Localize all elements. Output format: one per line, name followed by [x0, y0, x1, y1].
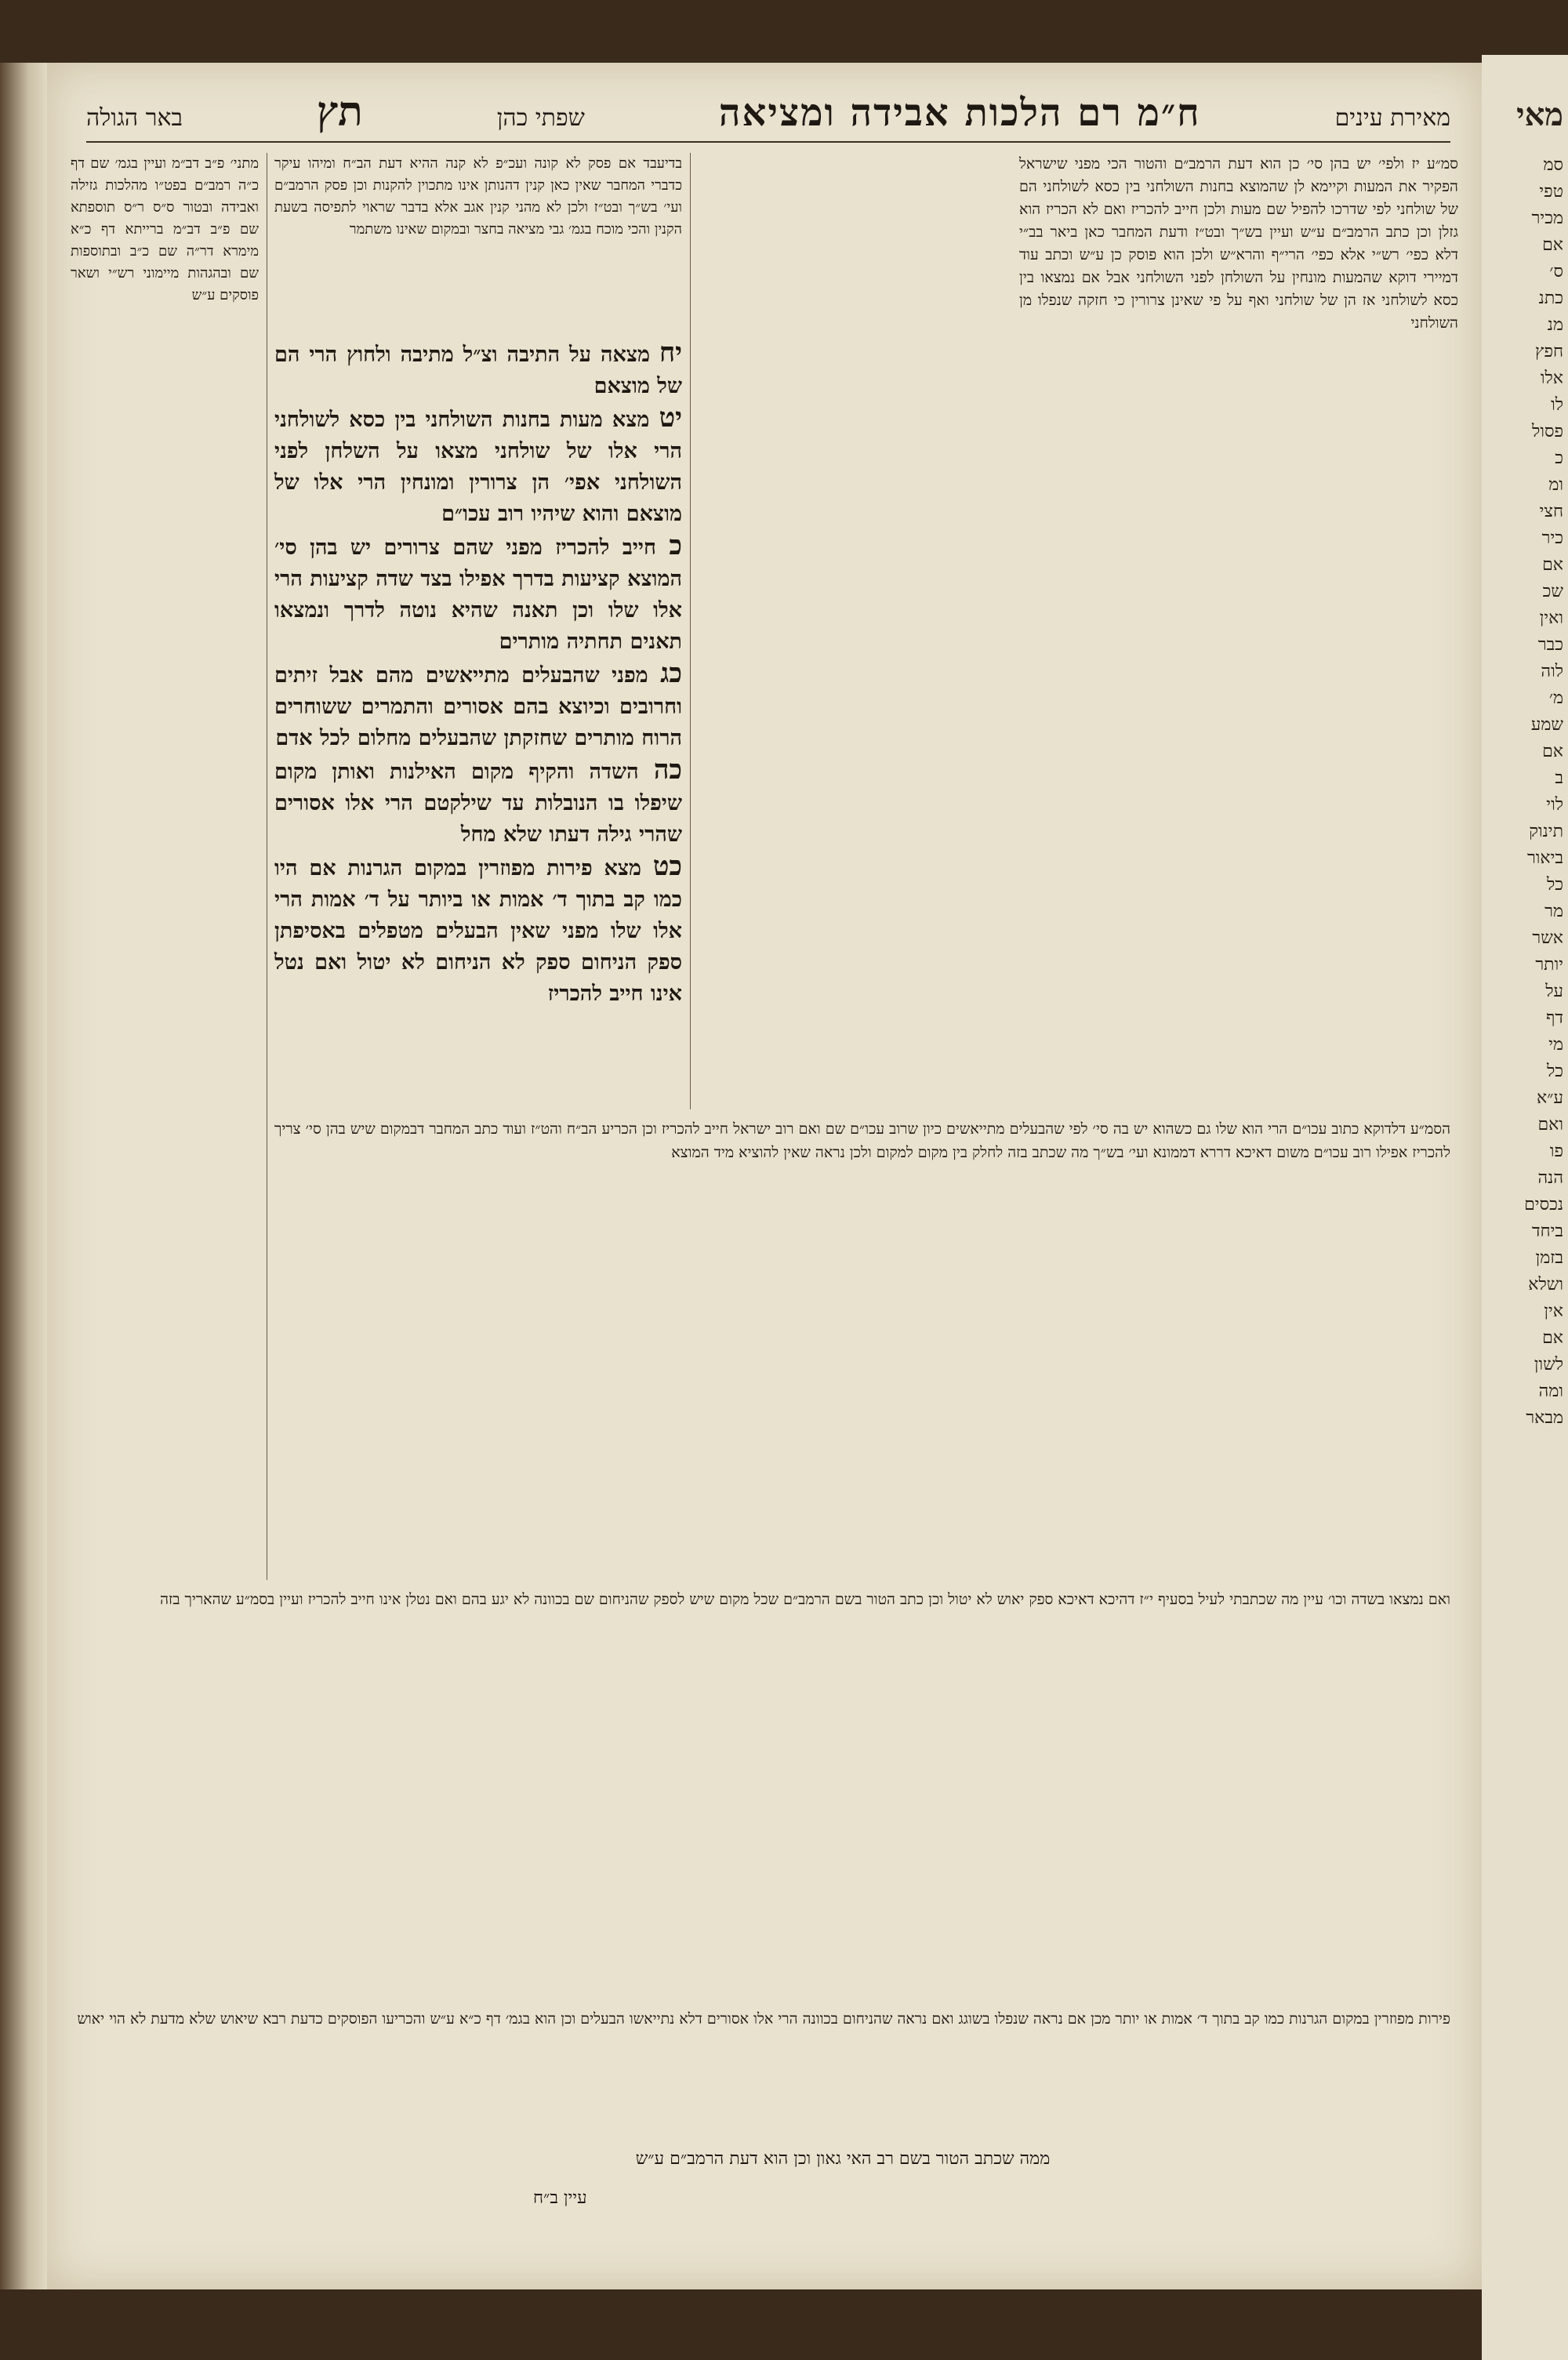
adjacent-page-line: טפי	[1539, 182, 1563, 202]
adjacent-page-line: כיר	[1541, 528, 1563, 548]
adjacent-page-line: בזמן	[1535, 1248, 1563, 1268]
seif-29-text: מצא פירות מפוזרין במקום הגרנות אם היו כמו קב בתוך ד׳ אמות או ביותר על ד׳ אמות הרי אלו שלו מפני שאין הבעלים מטפלים באסיפתן ספק הניחום ספק לא הניחום לא יטול ואם נטל אינו חייב להכריז	[274, 856, 682, 1006]
adjacent-page-line: לוה	[1541, 662, 1563, 681]
adjacent-page-line: ע״א	[1536, 1088, 1563, 1108]
adjacent-page-line: אלו	[1540, 369, 1563, 388]
seif-18	[274, 337, 682, 402]
adjacent-page-line: ושלא	[1528, 1275, 1563, 1294]
adjacent-page-line: אם	[1542, 235, 1563, 255]
seif-20-mark: כ	[669, 530, 683, 561]
folio-number: תץ	[316, 88, 363, 136]
adjacent-page-line: מנ	[1547, 315, 1563, 335]
adjacent-page-line: מי	[1548, 1035, 1563, 1055]
adjacent-page-line: ב	[1555, 768, 1563, 788]
adjacent-page-head: מאי	[1516, 96, 1563, 133]
adjacent-page-fragment	[1482, 55, 1568, 2360]
adjacent-page-line: מר	[1544, 902, 1563, 921]
adjacent-page-line: אין	[1544, 1302, 1563, 1321]
footer-note: ממה שכתב הטור בשם רב האי גאון וכן הוא דעת הרמב״ם ע״ש	[635, 2149, 1051, 2169]
adjacent-page-line: שכ	[1542, 582, 1563, 601]
seif-19-mark: יט	[659, 402, 683, 434]
adjacent-page-line: פו	[1549, 1142, 1563, 1161]
column-divider-right	[690, 153, 691, 1109]
adjacent-page-line: מכיר	[1531, 209, 1563, 228]
seif-23-mark: כג	[660, 658, 682, 689]
adjacent-page-lines	[1482, 152, 1568, 1432]
adjacent-page-line: אם	[1542, 1328, 1563, 1348]
adjacent-page-line: לוי	[1546, 795, 1563, 815]
adjacent-page-line: ביאור	[1526, 848, 1563, 868]
adjacent-page-line: סמ	[1543, 155, 1563, 175]
seif-29	[274, 851, 682, 1010]
adjacent-page-line: דף	[1546, 1008, 1563, 1028]
adjacent-page-line: תינוק	[1529, 822, 1563, 841]
meirat-einayim-column	[1019, 153, 1458, 335]
seif-18-text: מצאה על התיבה וצ״ל מתיבה ולחוץ הרי הם של מוצאם	[274, 343, 682, 398]
adjacent-page-line: יותר	[1535, 955, 1563, 975]
commentary-block-bottom	[71, 2007, 1450, 2031]
adjacent-page-line: ואין	[1539, 608, 1563, 628]
running-head	[86, 88, 1450, 135]
adjacent-page-line: פסול	[1532, 422, 1563, 441]
commentary-block-middle	[274, 1117, 1450, 1164]
running-head-meirat-einayim: מאירת עינים	[1334, 104, 1450, 132]
beer-hagolah-text: מתני׳ פ״ב דב״מ ועיין בגמ׳ שם דף כ״ה רמב״ם בפט״ו מהלכות גזילה ואבידה ובטור ס״ס ר״ס תוספתא שם פ״ב דב״מ ברייתא דף כ״א מימרא דר״ה שם כ״ב ובתוספות שם ובהגהות מיימוני רש״י ושאר פוסקים ע״ש	[71, 155, 259, 303]
seif-23-text: מפני שהבעלים מתייאשים מהם אבל זיתים וחרובים וכיוצא בהם אסורים והתמרים ששוחרים הרוח מותרים שחזקתן שהבעלים מחלום לכל אדם	[274, 663, 682, 750]
adjacent-page-line: כתנ	[1538, 289, 1563, 308]
seif-20-text: חייב להכריז מפני שהם צרורים יש בהן סי׳ המוצא קציעות בדרך אפילו בצד שדה קציעות הרי אלו שלו וכן תאנה שהיא נוטה לדרך ונמצאו תאנים תחתיה מותרים	[274, 536, 682, 654]
seif-19	[274, 402, 682, 530]
book-page	[47, 63, 1482, 2289]
seif-29-mark: כט	[652, 851, 682, 882]
adjacent-page-line: ביחד	[1532, 1222, 1563, 1241]
adjacent-page-line: על	[1545, 982, 1563, 1001]
commentary-block-lower	[71, 1588, 1450, 1611]
commentary-lower-text: ואם נמצאו בשדה וכו׳ עיין מה שכתבתי לעיל בסעיף י״ז דהיכא דאיכא ספק יאוש לא יטול וכן כתב הטור בשם הרמב״ם שכל מקום שיש לספק שהניחום שם בכוונה לא יגע בהם ואם נטלן אינו חייב להכריז ועיין בסמ״ע שהאריך בזה	[160, 1591, 1450, 1608]
siftei-kohen-top	[274, 153, 682, 333]
running-head-siftei-kohen: שפתי כהן	[496, 104, 585, 132]
adjacent-page-line: כבר	[1537, 635, 1563, 655]
adjacent-page-line: ומה	[1538, 1382, 1563, 1401]
commentary-bottom-text: פירות מפוזרין במקום הגרנות כמו קב בתוך ד׳ אמות או יותר מכן אם נראה שנפלו בשוגג ואם נראה שהניחום בכוונה הרי אלו אסורים דלא נתייאשו הבעלים וכן הוא בגמ׳ דף כ״א ע״ש והכריעו הפוסקים כדעת רבא שיאוש שלא מדעת לא הוי יאוש	[77, 2010, 1450, 2028]
adjacent-page-line: לשון	[1534, 1355, 1563, 1374]
adjacent-page-line: כל	[1546, 875, 1563, 895]
seif-25-mark: כה	[653, 754, 682, 786]
adjacent-page-line: שמע	[1530, 715, 1563, 735]
book-page-edge	[0, 63, 47, 2289]
adjacent-page-line: מ׳	[1548, 688, 1563, 708]
adjacent-page-line: כ	[1555, 448, 1563, 468]
adjacent-page-line: ס׳	[1549, 262, 1563, 281]
adjacent-page-line: כל	[1546, 1062, 1563, 1081]
adjacent-page-line: אשר	[1532, 928, 1563, 948]
seif-20	[274, 530, 682, 658]
adjacent-page-line: אם	[1542, 555, 1563, 575]
adjacent-page-line: ואם	[1537, 1115, 1563, 1135]
adjacent-page-line: אם	[1542, 742, 1563, 761]
siftei-kohen-text: בדיעבד אם פסק לא קונה ועכ״פ לא קנה ההיא דעת הב״ח ומיהו עיקר כדברי המחבר שאין כאן קנין דהנותן אינו מתכוין להקנות וכן פסק הרמב״ם ועי׳ בש״ך ובט״ז ולכן לא מהני קנין אגב אלא בדבר שראוי לתפיסה בשעת הקנין והכי מוכח בגמ׳ גבי מציאה בחצר ובמקום שאינו משתמר	[274, 155, 682, 238]
seif-25-text: השדה והקיף מקום האילנות ואותן מקום שיפלו בו הנובלות עד שילקטם הרי אלו אסורים שהרי גילה דעתו שלא מחל	[274, 760, 682, 847]
adjacent-page-line: לו	[1551, 395, 1563, 415]
catchword: עיין ב״ח	[533, 2188, 587, 2208]
running-head-title: ח״מ רם הלכות אבידה ומציאה	[718, 91, 1201, 135]
meirat-einayim-text: סמ״ע יז ולפי׳ יש בהן סי׳ כן הוא דעת הרמב״ם והטור הכי מפני שישראל הפקיר את המעות וקיימא לן שהמוצא בחנות השולחני בין כסא לשולחני הם של שולחני לפי שדרכו להפיל שם מעות ולכן חייב להכריז ואם לא הכריז הוא גזלן וכן כתב הרמב״ם ע״ש ועיין בש״ך ובט״ז ודעת המחבר כאן ביאר בב״י דלא כפי׳ רש״י אלא כפי׳ הרי״ף והרא״ש ולכן הוא פוסק כן ע״ש וכתב עוד דמיירי דוקא שהמעות מונחין על השולחן לפני השולחני אבל אם נמצאו בין כסא לשולחני אז הן של שולחני ואף על פי שאינן צרורין כי חזקה שנפלו מן השולחני	[1019, 155, 1458, 332]
seif-18-mark: יח	[659, 337, 682, 369]
adjacent-page-line: מבאר	[1526, 1408, 1563, 1428]
adjacent-page-line: הנה	[1537, 1168, 1563, 1188]
beer-hagolah-column	[71, 153, 259, 307]
running-head-beer-hagolah: באר הגולה	[86, 104, 183, 132]
commentary-middle-text: הסמ״ע דלדוקא כתוב עכו״ם הרי הוא שלו גם כשהוא יש בה סי׳ לפי שהבעלים מתייאשים כיון שרוב עכו״ם שם ואם רוב ישראל חייב להכריז וכן הכריע הב״ח והט״ז ועוד כתב המחבר דבמקום שיש בהן סי׳ צריך להכריז אפילו רוב עכו״ם משום דאיכא דררא דממונא ועי׳ בש״ך מה שכתב בזה לחלק בין מקום למקום ולכן נראה שאין להוציא מיד המוצא	[274, 1120, 1450, 1161]
adjacent-page-line: חצי	[1539, 502, 1563, 521]
adjacent-page-line: נכסים	[1524, 1195, 1563, 1214]
head-rule	[86, 141, 1450, 143]
shulchan-aruch-main-text	[274, 337, 682, 1010]
adjacent-page-line: חפץ	[1534, 342, 1563, 361]
adjacent-page-line: ומ	[1548, 475, 1563, 495]
seif-23	[274, 658, 682, 754]
seif-25	[274, 754, 682, 851]
seif-19-text: מצא מעות בחנות השולחני בין כסא לשולחני הרי אלו של שולחני מצאו על השלחן לפני השולחני אפי׳ הן צרורין ומונחין הרי אלו של מוצאם והוא שיהיו רוב עכו״ם	[274, 408, 682, 526]
